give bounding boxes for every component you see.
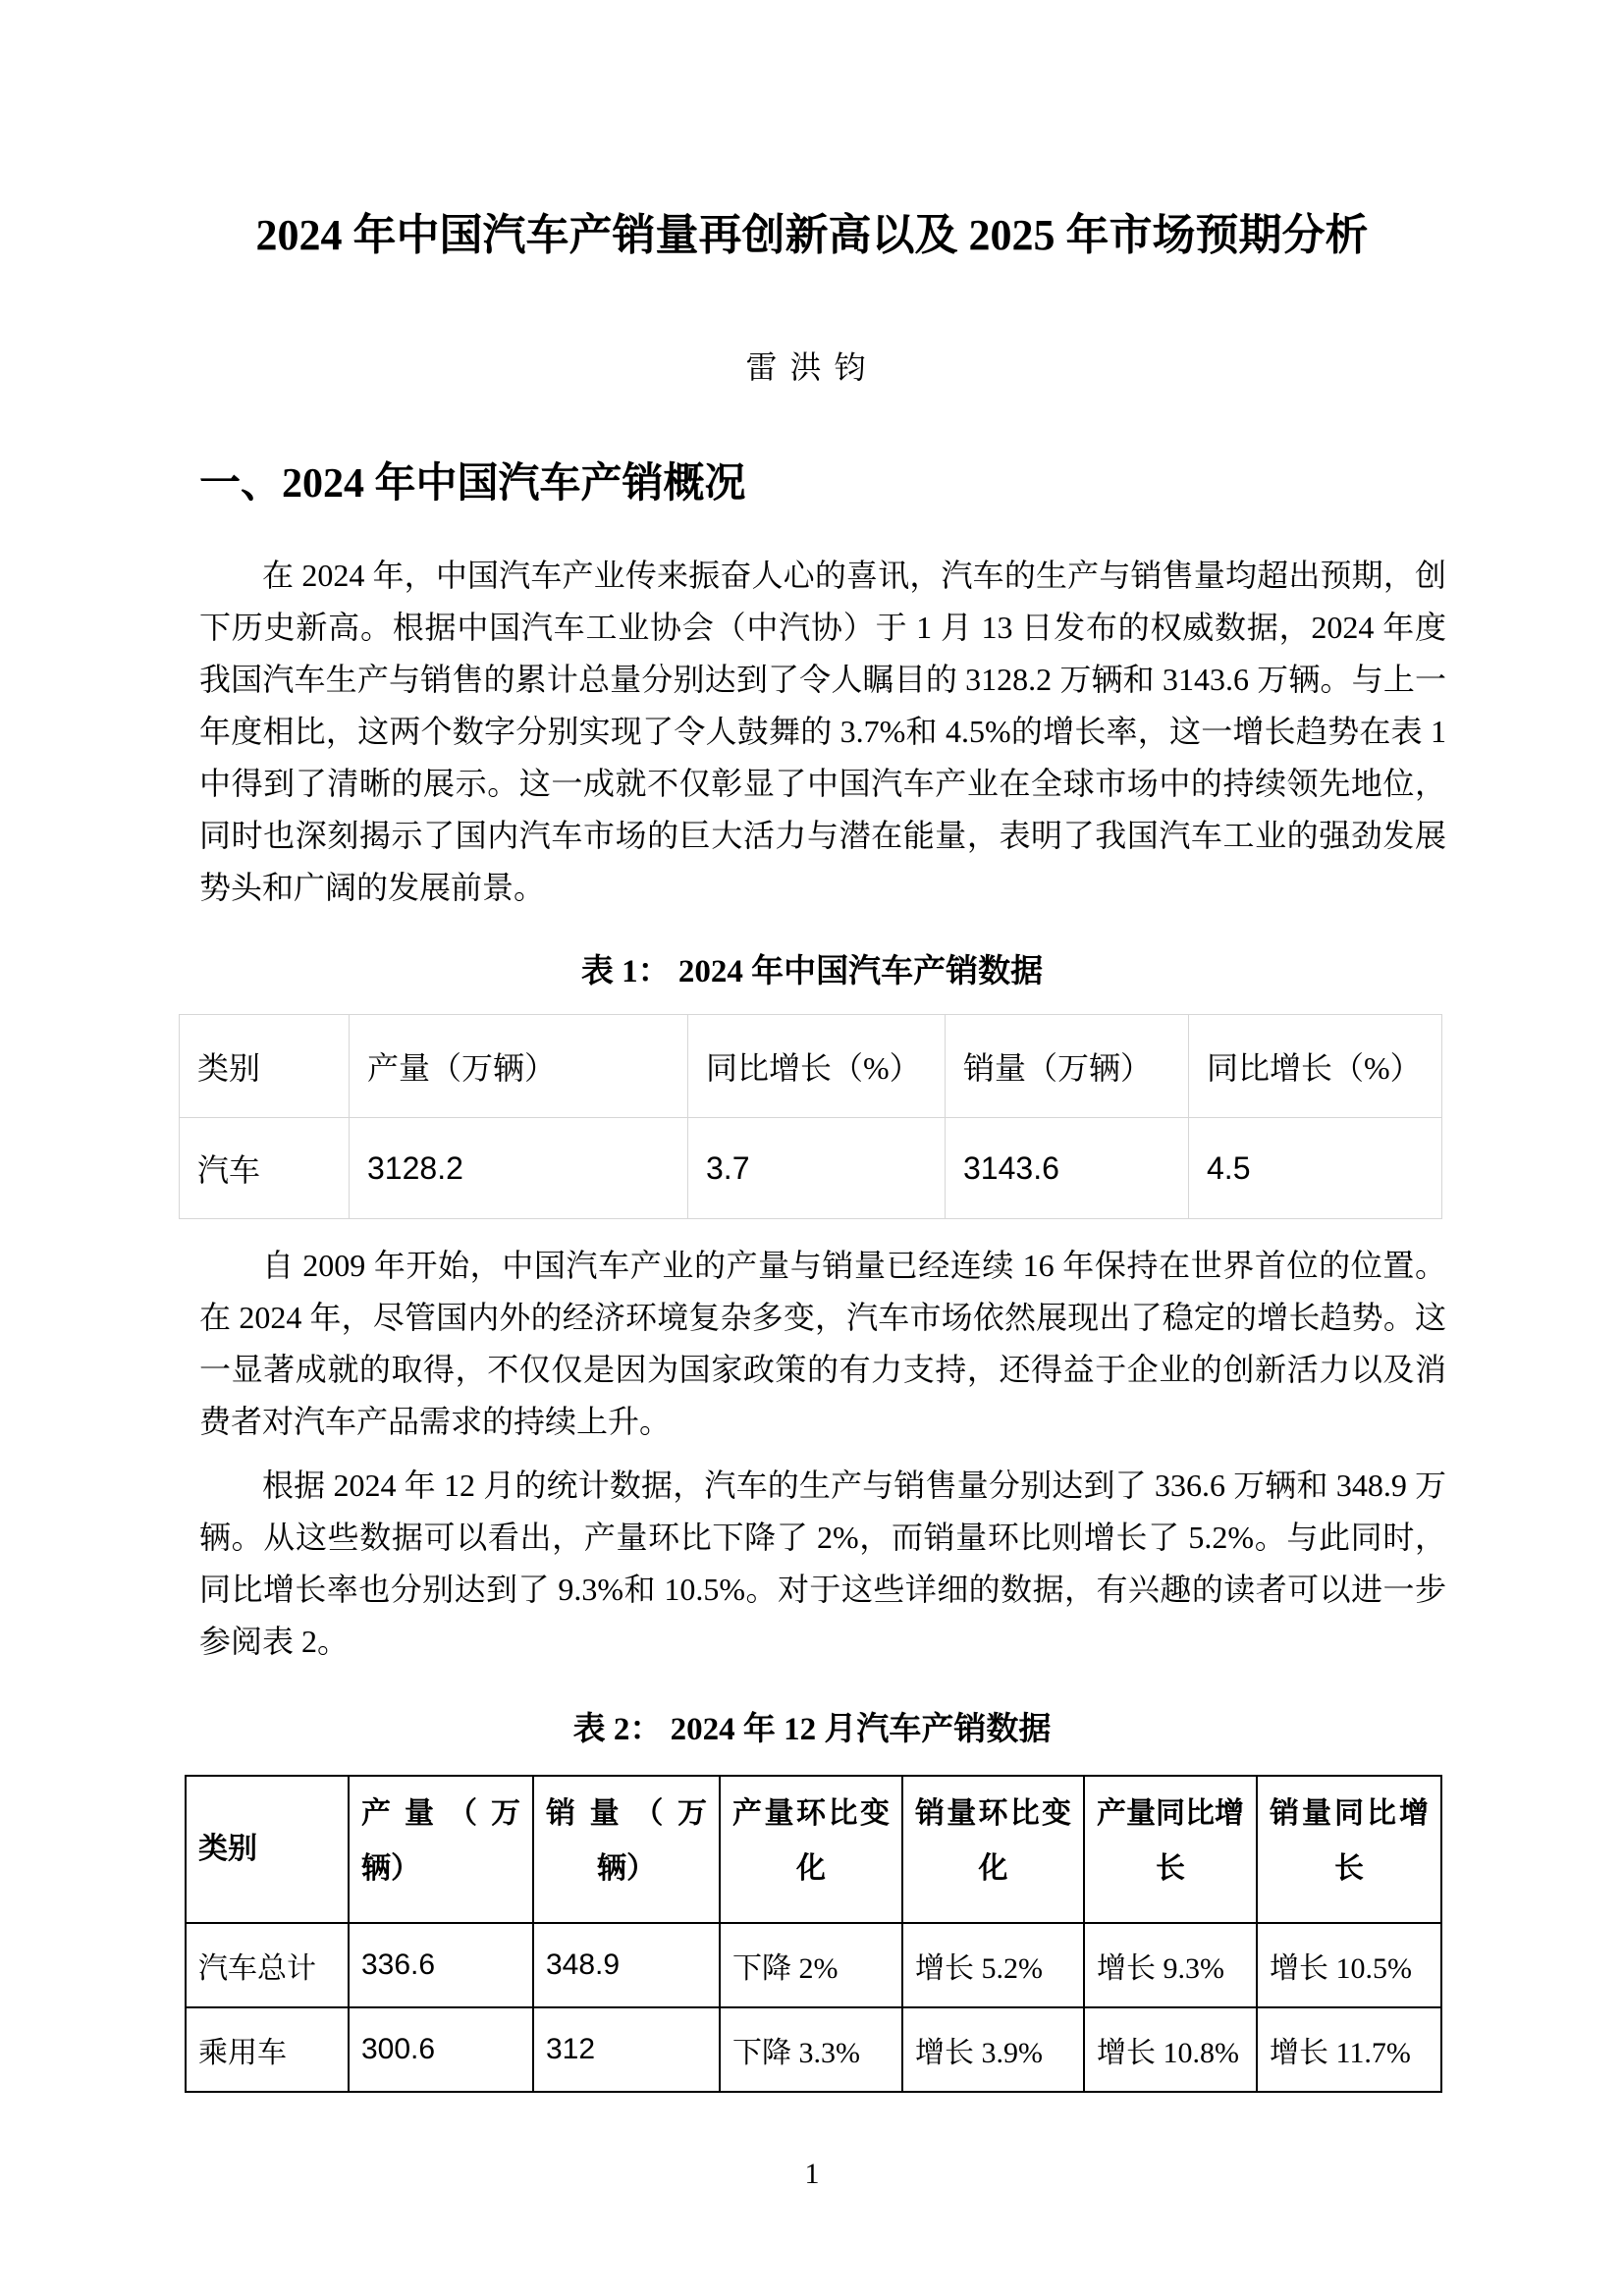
table2-header-production (349, 1776, 533, 1923)
table2-header-sales-line2: 辆） (597, 1852, 656, 1885)
table2-header-production-yoy-line2: 长 (1156, 1852, 1185, 1885)
table2-header-sales-mom (902, 1776, 1084, 1923)
table2-caption: 表 2： 2024 年 12 月汽车产销数据 (572, 1712, 1052, 1747)
table2-row-passenger (186, 2007, 1441, 2092)
table2-header-production-yoy (1084, 1776, 1257, 1923)
table2-cell-total-sales: 348.9 (533, 1923, 720, 2007)
table1-cell-category: 汽车 (180, 1118, 350, 1219)
table2-cell-total-sales-mom: 增长 5.2% (902, 1923, 1084, 2007)
table2-header-production-mom-line2: 化 (796, 1852, 826, 1885)
table2-header-row (186, 1776, 1441, 1923)
table1-cell-sales-yoy: 4.5 (1189, 1118, 1442, 1219)
table2-header-production-line2: 辆） (361, 1852, 420, 1885)
table2-header-production-mom-line1: 产量环比变 (732, 1797, 890, 1830)
table1-header-sales-yoy: 同比增长（%） (1189, 1015, 1442, 1118)
table1-header-production-yoy: 同比增长（%） (688, 1015, 946, 1118)
table2-cell-total-production: 336.6 (349, 1923, 533, 2007)
table2-header-production-yoy-line1: 产量同比增 (1097, 1797, 1244, 1830)
table2-cell-total-production-mom: 下降 2% (720, 1923, 902, 2007)
table2-cell-passenger-category: 乘用车 (186, 2007, 349, 2092)
table2-cell-passenger-production-yoy: 增长 10.8% (1084, 2007, 1257, 2092)
table-december-production-sales (185, 1775, 1442, 2093)
table2-cell-passenger-sales-yoy: 增长 11.7% (1257, 2007, 1441, 2092)
table1-data-row (180, 1118, 1442, 1219)
table2-cell-passenger-production: 300.6 (349, 2007, 533, 2092)
table2-header-sales-line1: 销量（万 (546, 1797, 707, 1830)
table2-cell-total-category: 汽车总计 (186, 1923, 349, 2007)
table2-header-sales-yoy (1257, 1776, 1441, 1923)
table1-caption: 表 1： 2024 年中国汽车产销数据 (580, 954, 1044, 989)
table1-header-sales: 销量（万辆） (946, 1015, 1189, 1118)
table1-cell-production: 3128.2 (350, 1118, 688, 1219)
table2-header-sales-yoy-line1: 销量同比增 (1270, 1797, 1429, 1830)
table2-cell-passenger-sales: 312 (533, 2007, 720, 2092)
table2-cell-total-production-yoy: 增长 9.3% (1084, 1923, 1257, 2007)
table2-header-category: 类别 (186, 1776, 349, 1923)
table2-header-sales-mom-line2: 化 (978, 1852, 1008, 1885)
table1-cell-sales: 3143.6 (946, 1118, 1189, 1219)
table1-header-category: 类别 (180, 1015, 350, 1118)
table2-header-sales-mom-line1: 销量环比变 (915, 1797, 1071, 1830)
table2-cell-passenger-production-mom: 下降 3.3% (720, 2007, 902, 2092)
document-author: 雷洪钧 (745, 349, 879, 385)
table-annual-production-sales (179, 1014, 1442, 1219)
table2-row-total (186, 1923, 1441, 2007)
table1-cell-production-yoy: 3.7 (688, 1118, 946, 1219)
document-title: 2024 年中国汽车产销量再创新高以及 2025 年市场预期分析 (255, 211, 1369, 259)
table2-header-sales-yoy-line2: 长 (1334, 1852, 1364, 1885)
paragraph-december-data: 根据 2024 年 12 月的统计数据，汽车的生产与销售量分别达到了 336.6 万辆和 348.9 万辆。从这些数据可以看出，产量环比下降了 2%，而销量环比则增长了 5.2%。与此同时，同比增长率也分别达到了 9.3%和 10.5%。对于这些详细的数据，有兴趣的读者可以进一步参阅表 2。 (199, 1468, 1446, 1659)
table1-header-production: 产量（万辆） (350, 1015, 688, 1118)
page-number: 1 (804, 2158, 820, 2190)
table2-header-production-mom (720, 1776, 902, 1923)
table2-header-sales (533, 1776, 720, 1923)
section-heading: 一、2024 年中国汽车产销概况 (199, 461, 746, 507)
table2-header-production-line1: 产 量 （ 万 (361, 1797, 520, 1830)
paragraph-overview: 在 2024 年，中国汽车产业传来振奋人心的喜讯，汽车的生产与销售量均超出预期，创下历史新高。根据中国汽车工业协会（中汽协）于 1 月 13 日发布的权威数据，2024 年度我国汽车生产与销售的累计总量分别达到了令人瞩目的 3128.2 万辆和 3143.6 万辆。与上一年度相比，这两个数字分别实现了令人鼓舞的 3.7%和 4.5%的增长率，这一增长趋势在表 1 中得到了清晰的展示。这一成就不仅彰显了中国汽车产业在全球市场中的持续领先地位，同时也深刻揭示了国内汽车市场的巨大活力与潜在能量，表明了我国汽车工业的强劲发展势头和广阔的发展前景。 (199, 558, 1446, 905)
table2-cell-total-sales-yoy: 增长 10.5% (1257, 1923, 1441, 2007)
table1-header-row (180, 1015, 1442, 1118)
table2-cell-passenger-sales-mom: 增长 3.9% (902, 2007, 1084, 2092)
paragraph-world-ranking: 自 2009 年开始，中国汽车产业的产量与销量已经连续 16 年保持在世界首位的位置。在 2024 年，尽管国内外的经济环境复杂多变，汽车市场依然展现出了稳定的增长趋势。这一显著成就的取得，不仅仅是因为国家政策的有力支持，还得益于企业的创新活力以及消费者对汽车产品需求的持续上升。 (199, 1248, 1446, 1439)
